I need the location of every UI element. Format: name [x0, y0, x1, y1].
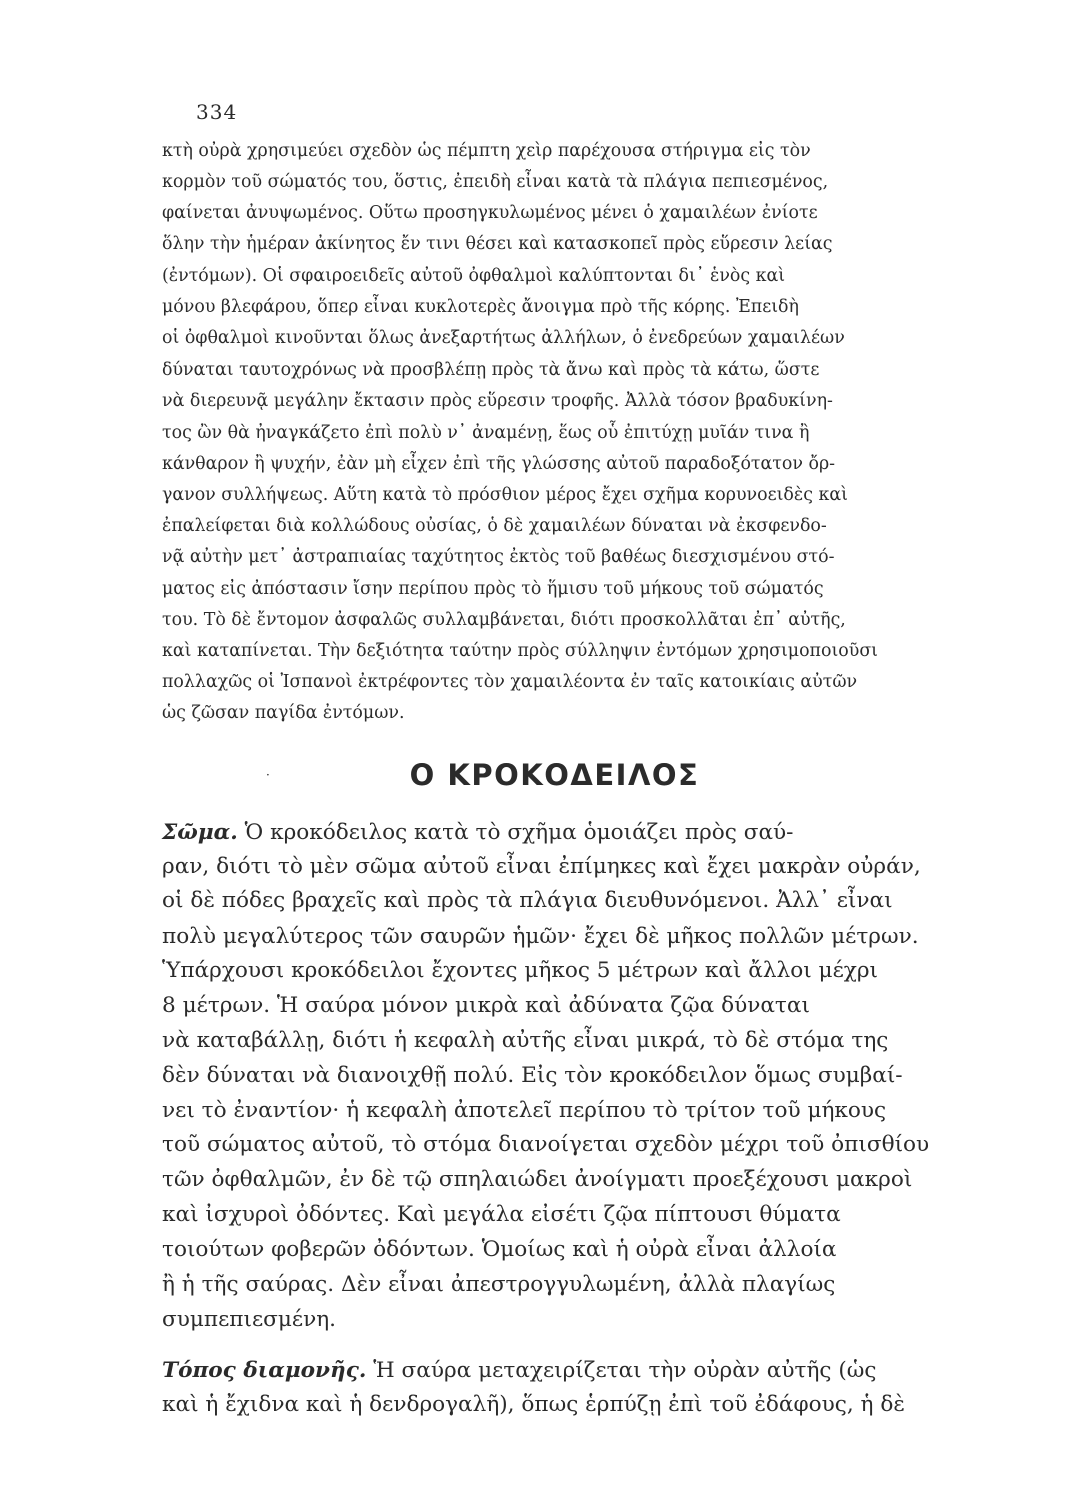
- topos-first-line: Ἡ σαύρα μεταχειρίζεται τὴν οὐρὰν αὐτῆς (ὡς: [366, 1358, 877, 1383]
- text-line: 8 μέτρων. Ἡ σαύρα μόνον μικρὰ καὶ ἀδύνατα ζῷα δύναται: [162, 993, 810, 1018]
- text-line: νὰ διερευνᾷ μεγάλην ἔκτασιν πρὸς εὕρεσιν τροφῆς. Ἀλλὰ τόσον βραδυκίνη-: [162, 391, 833, 411]
- text-line: καὶ καταπίνεται. Τὴν δεξιότητα ταύτην πρὸς σύλληψιν ἐντόμων χρησιμοποιοῦσι: [162, 641, 879, 661]
- text-line: τοιούτων φοβερῶν ὀδόντων. Ὁμοίως καὶ ἡ οὐρὰ εἶναι ἀλλοία: [162, 1237, 837, 1262]
- text-line: ραν, διότι τὸ μὲν σῶμα αὐτοῦ εἶναι ἐπίμηκες καὶ ἔχει μακρὰν οὐράν,: [162, 854, 921, 879]
- text-line: μόνου βλεφάρου, ὅπερ εἶναι κυκλοτερὲς ἄνοιγμα πρὸ τῆς κόρης. Ἐπειδὴ: [162, 297, 799, 317]
- text-line: του. Τὸ δὲ ἔντομον ἀσφαλῶς συλλαμβάνεται, διότι προσκολλᾶται ἐπ᾿ αὐτῆς,: [162, 610, 846, 630]
- text-line: τοῦ σώματος αὐτοῦ, τὸ στόμα διανοίγεται σχεδὸν μέχρι τοῦ ὀπισθίου: [162, 1132, 930, 1157]
- text-line: ἢ ἡ τῆς σαύρας. Δὲν εἶναι ἀπεστρογγυλωμένη, ἀλλὰ πλαγίως: [162, 1272, 836, 1297]
- text-line: ματος εἰς ἀπόστασιν ἴσην περίπου πρὸς τὸ ἥμισυ τοῦ μήκους τοῦ σώματός: [162, 579, 824, 599]
- text-line: συμπεπιεσμένη.: [162, 1307, 337, 1332]
- text-line: νει τὸ ἐναντίον· ἡ κεφαλὴ ἀποτελεῖ περίπου τὸ τρίτον τοῦ μήκους: [162, 1098, 887, 1123]
- text-line: Ὑπάρχουσι κροκόδειλοι ἔχοντες μῆκος 5 μέτρων καὶ ἄλλοι μέχρι: [162, 958, 879, 983]
- text-line: καὶ ἰσχυροὶ ὀδόντες. Καὶ μεγάλα εἰσέτι ζῷα πίπτουσι θύματα: [162, 1202, 841, 1227]
- text-line: ὡς ζῶσαν παγίδα ἐντόμων.: [162, 703, 405, 723]
- text-line: δὲν δύναται νὰ διανοιχθῇ πολύ. Εἰς τὸν κροκόδειλον ὅμως συμβαί-: [162, 1063, 903, 1088]
- text-line: κτὴ οὐρὰ χρησιμεύει σχεδὸν ὡς πέμπτη χεὶρ παρέχουσα στήριγμα εἰς τὸν: [162, 141, 811, 161]
- text-line: καὶ ἡ ἔχιδνα καὶ ἡ δενδρογαλῆ), ὅπως ἑρπύζῃ ἐπὶ τοῦ ἐδάφους, ἡ δὲ: [162, 1392, 905, 1417]
- text-line: γανον συλλήψεως. Αὕτη κατὰ τὸ πρόσθιον μέρος ἔχει σχῆμα κορυνοειδὲς καὶ: [162, 485, 848, 505]
- text-line: πολλαχῶς οἱ Ἰσπανοὶ ἐκτρέφοντες τὸν χαμαιλέοντα ἐν ταῖς κατοικίαις αὐτῶν: [162, 672, 858, 692]
- text-line: οἱ ὀφθαλμοὶ κινοῦνται ὅλως ἀνεξαρτήτως ἀλλήλων, ὁ ἐνεδρεύων χαμαιλέων: [162, 328, 845, 348]
- text-line: πολὺ μεγαλύτερος τῶν σαυρῶν ἡμῶν· ἔχει δὲ μῆκος πολλῶν μέτρων.: [162, 924, 919, 949]
- soma-first-line: Ὁ κροκόδειλος κατὰ τὸ σχῆμα ὁμοιάζει πρὸς σαύ-: [237, 820, 794, 845]
- text-line: φαίνεται ἀνυψωμένος. Οὕτω προσηγκυλωμένος μένει ὁ χαμαιλέων ἐνίοτε: [162, 203, 818, 223]
- text-line: νὰ καταβάλλῃ, διότι ἡ κεφαλὴ αὐτῆς εἶναι μικρά, τὸ δὲ στόμα της: [162, 1028, 889, 1053]
- page-number: 334: [196, 100, 238, 124]
- text-line: τῶν ὀφθαλμῶν, ἐν δὲ τῷ σπηλαιώδει ἀνοίγματι προεξέχουσι μακροὶ: [162, 1167, 913, 1192]
- topos-heading: Τόπος διαμονῆς.: [162, 1358, 367, 1383]
- text-line: (ἐντόμων). Οἱ σφαιροειδεῖς αὐτοῦ ὀφθαλμοὶ καλύπτονται δι᾿ ἑνὸς καὶ: [162, 266, 786, 286]
- text-line: κορμὸν τοῦ σώματός του, ὅστις, ἐπειδὴ εἶναι κατὰ τὰ πλάγια πεπιεσμένος,: [162, 172, 829, 192]
- soma-heading: Σῶμα.: [162, 820, 238, 845]
- stray-dot: ·: [266, 768, 270, 782]
- section-title: Ο ΚΡΟΚΟΔΕΙΛΟΣ: [409, 758, 700, 792]
- text-line: [162, 1358, 1040, 1383]
- text-line: νᾷ αὐτὴν μετ᾿ ἀστραπιαίας ταχύτητος ἐκτὸς τοῦ βαθέως διεσχισμένου στό-: [162, 547, 835, 567]
- text-line: κάνθαρον ἢ ψυχήν, ἐὰν μὴ εἶχεν ἐπὶ τῆς γλώσσης αὐτοῦ παραδοξότατον ὄρ-: [162, 454, 836, 474]
- text-line: ὅλην τὴν ἡμέραν ἀκίνητος ἔν τινι θέσει καὶ κατασκοπεῖ πρὸς εὕρεσιν λείας: [162, 234, 833, 254]
- text-line: οἱ δὲ πόδες βραχεῖς καὶ πρὸς τὰ πλάγια διευθυνόμενοι. Ἀλλ᾿ εἶναι: [162, 888, 893, 913]
- text-line: ἐπαλείφεται διὰ κολλώδους οὐσίας, ὁ δὲ χαμαιλέων δύναται νὰ ἐκσφενδο-: [162, 516, 827, 536]
- text-line: τος ὢν θὰ ἠναγκάζετο ἐπὶ πολὺ ν᾿ ἀναμένῃ, ἕως οὗ ἐπιτύχῃ μυῖάν τινα ἢ: [162, 423, 810, 443]
- text-line: [162, 820, 1040, 845]
- text-line: δύναται ταυτοχρόνως νὰ προσβλέπῃ πρὸς τὰ ἄνω καὶ πρὸς τὰ κάτω, ὥστε: [162, 360, 820, 380]
